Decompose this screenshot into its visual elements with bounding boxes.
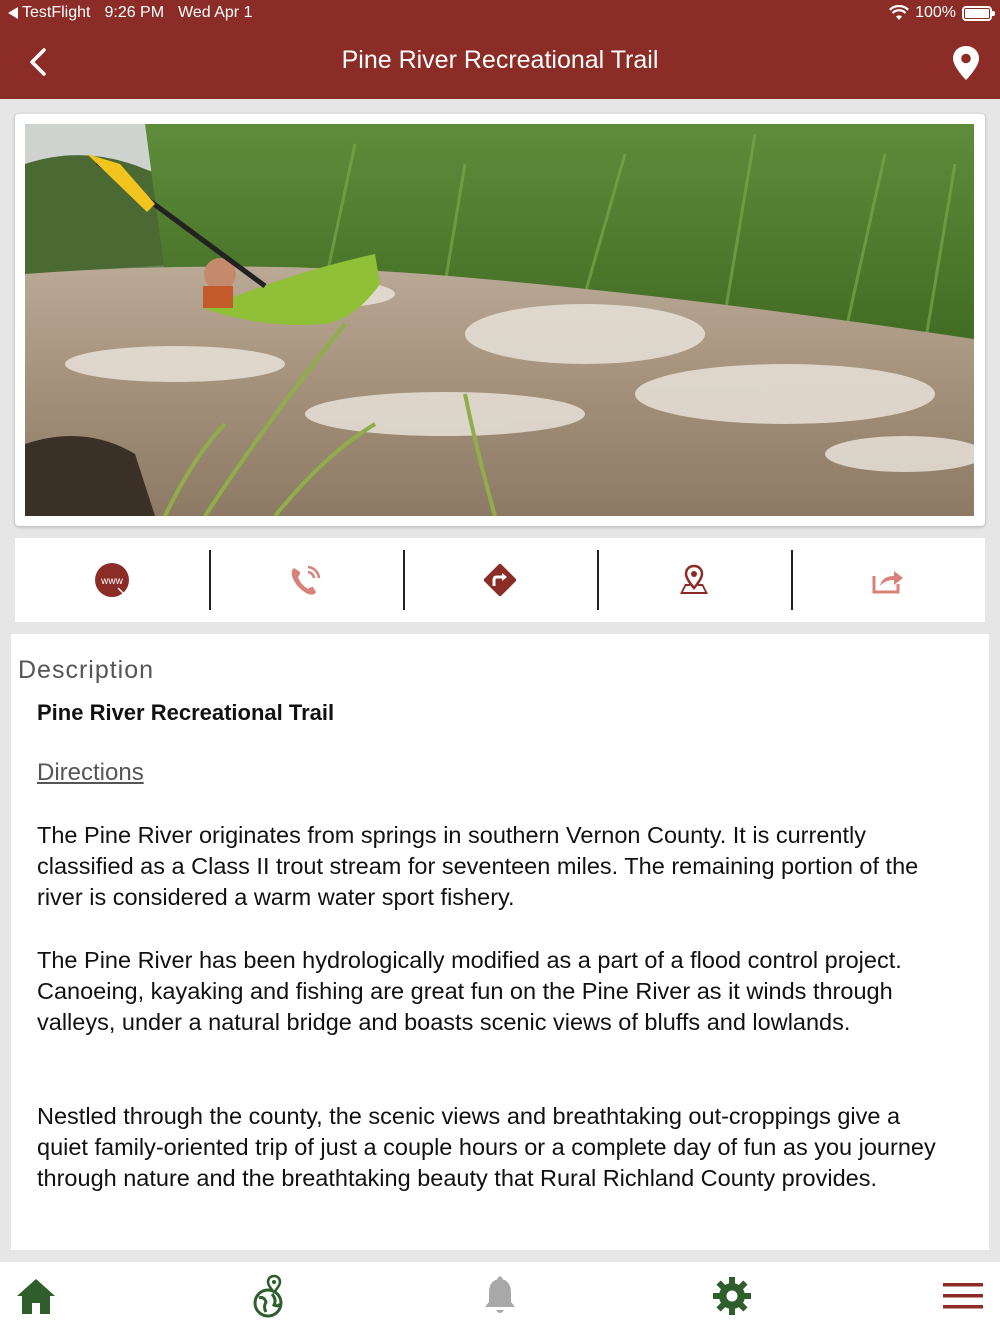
wifi-icon [889, 5, 909, 21]
kayaker-photo-illustration [25, 124, 974, 516]
action-bar [15, 538, 985, 622]
battery-percent: 100% [915, 4, 956, 21]
trail-photo [25, 124, 974, 516]
settings-gear-icon[interactable] [710, 1274, 754, 1318]
page-title: Pine River Recreational Trail [341, 46, 659, 74]
website-button[interactable] [15, 538, 209, 622]
explore-globe-icon[interactable] [246, 1274, 290, 1318]
back-app-label: TestFlight [22, 4, 91, 21]
status-bar [0, 0, 1000, 28]
navigation-bar [0, 0, 1000, 99]
notifications-bell-icon[interactable] [478, 1274, 522, 1318]
menu-hamburger-icon[interactable] [941, 1274, 985, 1318]
home-icon[interactable] [14, 1274, 58, 1318]
share-icon [870, 562, 906, 598]
phone-icon [286, 562, 326, 598]
description-paragraph: The Pine River originates from springs in southern Vernon County. It is currently classified as a Class II trout stream for seventeen miles. The remaining portion of the river is considered a warm water sport fishery. [37, 822, 919, 911]
status-time: 9:26 PM [104, 4, 165, 21]
battery-icon [962, 6, 992, 21]
photo-card [15, 114, 985, 526]
description-heading: Description [18, 656, 155, 684]
directions-button[interactable] [403, 538, 597, 622]
phone-button[interactable] [209, 538, 403, 622]
description-paragraph: Nestled through the county, the scenic views and breathtaking out-croppings give a quiet family-oriented trip of just a couple hours or a complete day of fun as you journey through nature and the breathtaking beauty that Rural Richland County provides. [37, 1103, 936, 1192]
status-date: Wed Apr 1 [178, 4, 253, 21]
description-paragraph: The Pine River has been hydrologically modified as a part of a flood control project. Canoeing, kayaking and fishing are great fun on the Pine River as it winds through valleys, under a natural bridge and boasts scenic views of bluffs and lowlands. [37, 947, 902, 1036]
map-pin-icon [676, 562, 712, 598]
location-pin-icon[interactable] [950, 44, 982, 82]
map-button[interactable] [597, 538, 791, 622]
back-to-app-link[interactable] [8, 4, 90, 22]
description-panel [11, 634, 989, 1250]
tab-bar [0, 1262, 1000, 1334]
directions-icon [482, 562, 518, 598]
share-button[interactable] [791, 538, 985, 622]
www-icon-label: www [101, 576, 123, 587]
directions-link[interactable]: Directions [37, 759, 144, 786]
back-triangle-icon [8, 7, 18, 19]
description-title: Pine River Recreational Trail [37, 700, 335, 725]
www-icon [94, 562, 130, 598]
